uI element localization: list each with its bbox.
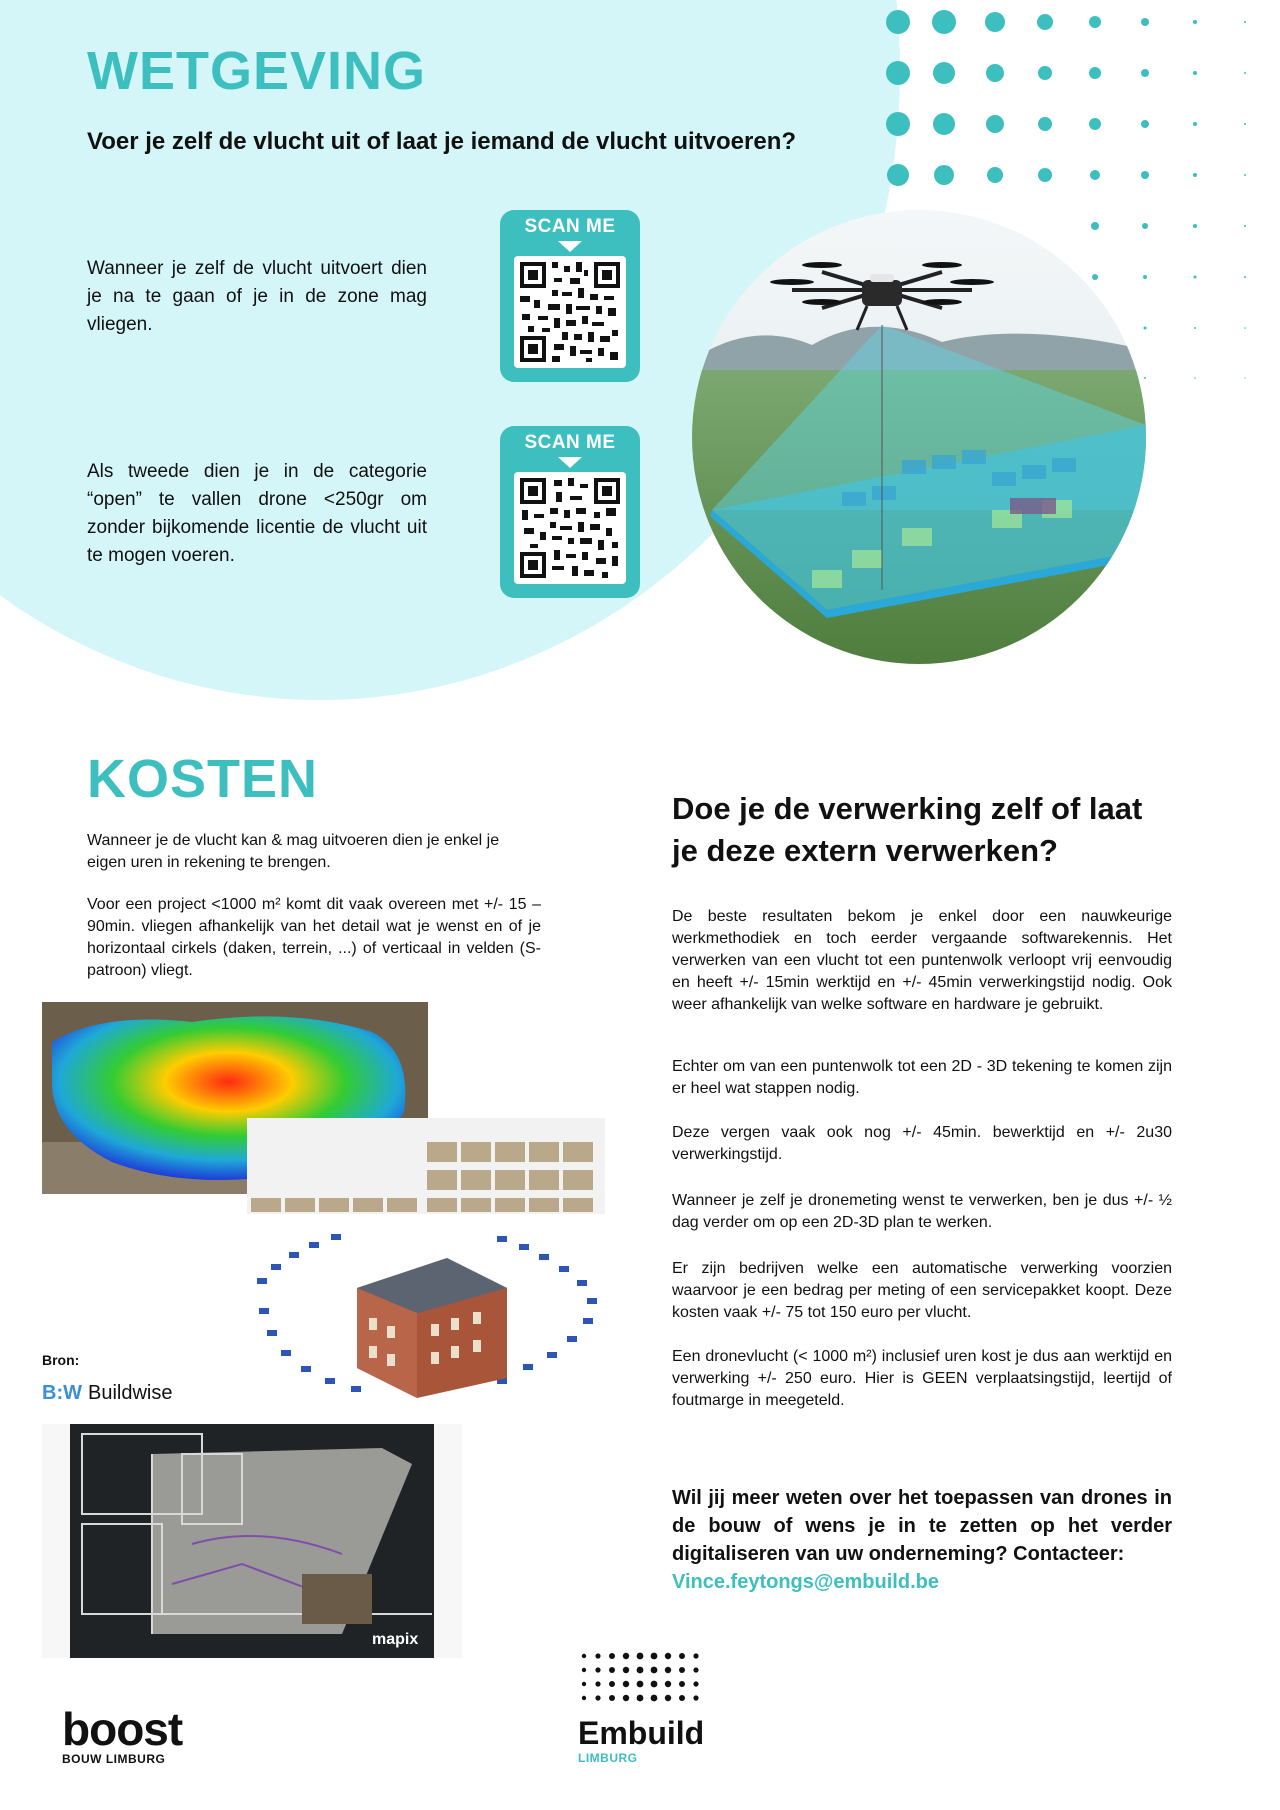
qr-code-icon[interactable] — [514, 472, 626, 584]
building-3d-model-image — [247, 1218, 605, 1404]
down-arrow-icon — [558, 457, 582, 468]
wetgeving-paragraph-2: Als tweede dien je in de categorie “open” te vallen drone <250gr om zonder bijkomende licentie de vlucht uit te mogen voeren. — [87, 461, 427, 566]
verwerking-paragraph-2: Echter om van een puntenwolk tot een 2D - 3D tekening te komen zijn er heel wat stappen nodig. — [672, 1058, 1172, 1097]
boost-logo-name: boost — [62, 1703, 183, 1755]
boost-logo-subtitle: BOUW LIMBURG — [62, 1752, 166, 1766]
embuild-logo-name: Embuild — [578, 1715, 705, 1751]
verwerking-paragraph-3: Deze vergen vaak ook nog +/- 45min. bewerktijd en +/- 2u30 verwerkingstijd. — [672, 1124, 1172, 1163]
buildwise-logo — [42, 1382, 172, 1405]
boost-bouw-limburg-logo — [62, 1703, 183, 1766]
buildwise-mark-icon: B:W — [42, 1382, 82, 1404]
verwerking-paragraph-1: De beste resultaten bekom je enkel door een nauwkeurige werkmethodiek en toch eerder vergaande softwarekennis. Het verwerken van een vlucht tot een puntenwolk verloopt vrij eenvoudig en heeft +/- 15min werktijd en +/- 45min verwerkingstijd nodig. Ook weer afhankelijk van welke software en hardware je gebruikt. — [672, 908, 1172, 1013]
wetgeving-subtitle: Voer je zelf de vlucht uit of laat je iemand de vlucht uitvoeren? — [87, 128, 797, 155]
qr-card-1[interactable] — [500, 210, 640, 382]
source-label: Bron: — [42, 1352, 80, 1368]
buildwise-name: Buildwise — [87, 1382, 173, 1404]
mapix-logo: mapix — [372, 1631, 419, 1648]
contact-text: Wil jij meer weten over het toepassen van drones in de bouw of wens je in te zetten op het verder digitaliseren van uw onderneming? Contacteer: — [672, 1487, 1172, 1565]
contact-block — [672, 1484, 1172, 1596]
qr-card-label: SCAN ME — [524, 432, 616, 453]
floor-plan-image — [42, 1424, 462, 1658]
contact-email-link[interactable]: Vince.feytongs@embuild.be — [672, 1571, 939, 1593]
verwerking-title: Doe je de verwerking zelf of laat je deze extern verwerken? — [672, 791, 1143, 868]
qr-code-icon[interactable] — [514, 256, 626, 368]
drone-survey-image — [692, 210, 1146, 664]
verwerking-paragraph-6: Een dronevlucht (< 1000 m²) inclusief uren kost je dus aan werktijd en verwerking +/- 250 euro. Hier is GEEN verplaatsingstijd, leertijd of foutmarge in meegeteld. — [672, 1348, 1172, 1409]
wetgeving-paragraph-1: Wanneer je zelf de vlucht uitvoert dien je na te gaan of je in de zone mag vliegen. — [87, 258, 427, 335]
embuild-logo-subtitle: LIMBURG — [578, 1751, 638, 1765]
down-arrow-icon — [558, 241, 582, 252]
qr-card-label: SCAN ME — [524, 216, 616, 237]
qr-card-2[interactable] — [500, 426, 640, 598]
embuild-limburg-logo — [578, 1650, 708, 1765]
wetgeving-title: WETGEVING — [87, 41, 427, 101]
verwerking-paragraph-5: Er zijn bedrijven welke een automatische verwerking voorzien waarvoor je een bedrag per meting of een servicepakket koopt. Deze kosten vaak +/- 75 tot 150 euro per vlucht. — [672, 1260, 1172, 1321]
kosten-paragraph-1: Wanneer je de vlucht kan & mag uitvoeren dien je enkel je eigen uren in rekening te brengen. — [87, 832, 500, 871]
kosten-paragraph-2: Voor een project <1000 m² komt dit vaak overeen met +/- 15 – 90min. vliegen afhankelijk van het detail wat je wenst en of je horizontaal cirkels (daken, terrein, ...) of verticaal in velden (S-patroon) vliegt. — [87, 896, 541, 979]
kosten-title: KOSTEN — [87, 749, 319, 809]
verwerking-paragraph-4: Wanneer je zelf je dronemeting wenst te verwerken, ben je dus +/- ½ dag verder om op een 2D-3D plan te werken. — [672, 1192, 1172, 1231]
photo-thumbnail-strip — [247, 1118, 605, 1214]
embuild-dot-grid-icon — [578, 1650, 708, 1710]
